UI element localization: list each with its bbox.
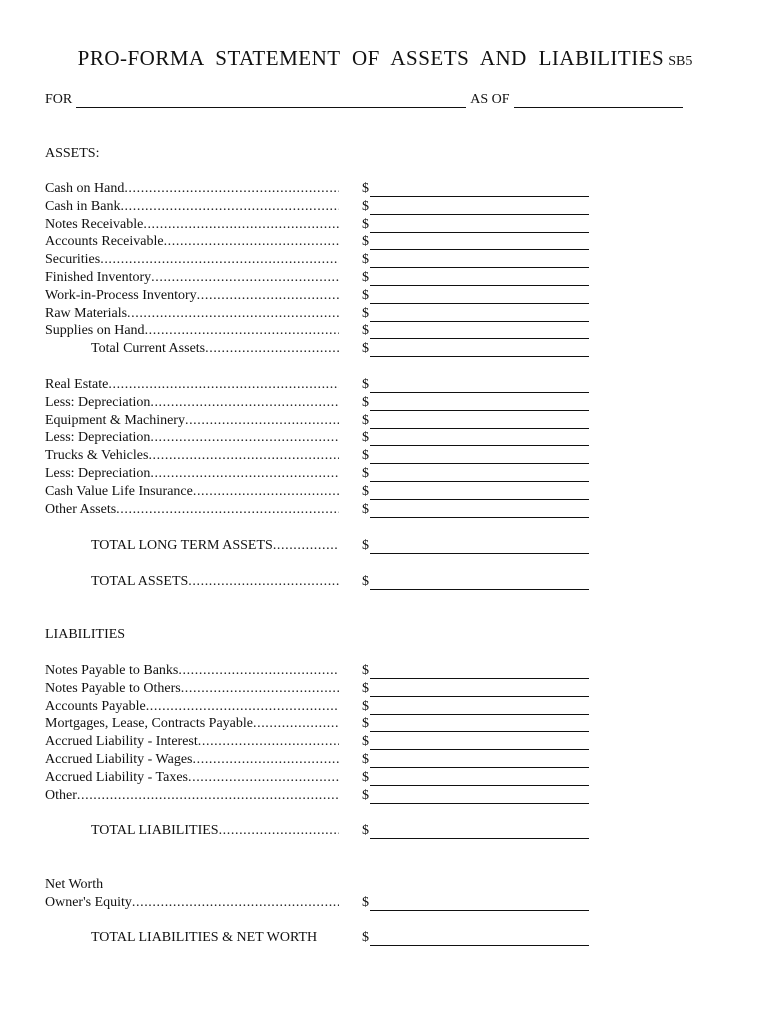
line-item-label: TOTAL LIABILITIES & NET WORTH (91, 930, 318, 945)
line-item-label: Notes Payable to Others ..... (45, 681, 339, 697)
line-item-label: Mortgages, Lease, Contracts Payable ..... (45, 716, 339, 732)
dollar-sign: $ (362, 930, 369, 945)
line-item-label: TOTAL LONG TERM ASSETS ..... (91, 538, 339, 554)
amount-entry (362, 199, 589, 215)
amount-entry (362, 681, 589, 697)
amount-field[interactable] (370, 467, 589, 482)
amount-field[interactable] (370, 700, 589, 715)
line-item (45, 663, 605, 681)
amount-field[interactable] (370, 735, 589, 750)
amount-entry (362, 377, 589, 393)
amount-field[interactable] (370, 771, 589, 786)
line-item-label: TOTAL ASSETS ..... (91, 574, 339, 590)
dollar-sign: $ (362, 217, 369, 232)
line-item (45, 716, 605, 734)
total-long-term-assets-row (45, 538, 605, 556)
amount-entry (362, 413, 589, 429)
line-item (45, 199, 605, 217)
amount-field[interactable] (370, 378, 589, 393)
line-item (45, 752, 605, 770)
amount-field[interactable] (370, 485, 589, 500)
dollar-sign: $ (362, 663, 369, 678)
amount-entry (362, 895, 589, 911)
amount-field[interactable] (370, 717, 589, 732)
line-item-label: Total Current Assets ..... (91, 341, 339, 357)
dollar-sign: $ (362, 788, 369, 803)
dollar-sign: $ (362, 448, 369, 463)
line-item-label: Accrued Liability - Interest ..... (45, 734, 339, 750)
amount-entry (362, 538, 589, 554)
amount-entry (362, 502, 589, 518)
dollar-sign: $ (362, 538, 369, 553)
amount-entry (362, 323, 589, 339)
dollar-sign: $ (362, 199, 369, 214)
dollar-sign: $ (362, 770, 369, 785)
amount-field[interactable] (370, 503, 589, 518)
dollar-sign: $ (362, 466, 369, 481)
line-item-label: Finished Inventory ..... (45, 270, 339, 286)
amount-field[interactable] (370, 307, 589, 322)
line-item (45, 430, 605, 448)
dollar-sign: $ (362, 823, 369, 838)
dollar-sign: $ (362, 252, 369, 267)
amount-field[interactable] (370, 539, 589, 554)
line-item-label: Less: Depreciation ..... (45, 466, 339, 482)
line-item-label: Accrued Liability - Taxes ..... (45, 770, 339, 786)
line-item-label: Accounts Payable ..... (45, 699, 339, 715)
amount-entry (362, 930, 589, 946)
dollar-sign: $ (362, 341, 369, 356)
amount-entry (362, 699, 589, 715)
dollar-sign: $ (362, 502, 369, 517)
dollar-sign: $ (362, 752, 369, 767)
for-field[interactable] (76, 95, 466, 108)
line-item (45, 466, 605, 484)
amount-field[interactable] (370, 753, 589, 768)
line-item-label: Real Estate ..... (45, 377, 339, 393)
line-item (45, 252, 605, 270)
dollar-sign: $ (362, 430, 369, 445)
amount-entry (362, 234, 589, 250)
total-liabilities-net-worth-row (45, 930, 605, 948)
line-item-label: Other Assets ..... (45, 502, 339, 518)
owners-equity-row (45, 895, 605, 913)
dollar-sign: $ (362, 377, 369, 392)
line-item (45, 448, 605, 466)
amount-entry (362, 341, 589, 357)
line-item (45, 234, 605, 252)
dollar-sign: $ (362, 181, 369, 196)
line-item-label: Less: Depreciation ..... (45, 395, 339, 411)
dollar-sign: $ (362, 395, 369, 410)
line-item-label: Trucks & Vehicles ..... (45, 448, 339, 464)
amount-field[interactable] (370, 289, 589, 304)
amount-entry (362, 466, 589, 482)
dollar-sign: $ (362, 306, 369, 321)
dollar-sign: $ (362, 716, 369, 731)
for-label: FOR (45, 92, 73, 107)
amount-field[interactable] (370, 414, 589, 429)
line-item (45, 734, 605, 752)
dollar-sign: $ (362, 699, 369, 714)
amount-entry (362, 484, 589, 500)
line-item-label: Equipment & Machinery ..... (45, 413, 339, 429)
dollar-sign: $ (362, 413, 369, 428)
amount-entry (362, 448, 589, 464)
line-item (45, 395, 605, 413)
line-item (45, 502, 605, 520)
line-item-label: TOTAL LIABILITIES ..... (91, 823, 339, 839)
amount-field[interactable] (370, 253, 589, 268)
amount-field[interactable] (370, 789, 589, 804)
for-as-of-line (45, 92, 683, 108)
dollar-sign: $ (362, 574, 369, 589)
amount-entry (362, 217, 589, 233)
line-item (45, 770, 605, 788)
line-item-label: Raw Materials ..... (45, 306, 339, 322)
line-item-label: Less: Depreciation ..... (45, 430, 339, 446)
as-of-field[interactable] (514, 95, 683, 108)
net-worth-heading: Net Worth (45, 877, 104, 892)
amount-entry (362, 734, 589, 750)
amount-field[interactable] (370, 682, 589, 697)
amount-field[interactable] (370, 271, 589, 286)
liabilities-heading: LIABILITIES (45, 627, 126, 642)
line-item (45, 699, 605, 717)
line-item (45, 288, 605, 306)
form-title (0, 46, 770, 71)
amount-field[interactable] (370, 182, 589, 197)
line-item-label: Notes Receivable ..... (45, 217, 339, 233)
amount-entry (362, 252, 589, 268)
assets-heading: ASSETS: (45, 146, 100, 161)
line-item-label: Cash on Hand ..... (45, 181, 339, 197)
line-item (45, 306, 605, 324)
form-title-text: PRO-FORMA STATEMENT OF ASSETS AND LIABILITIES (77, 46, 665, 70)
amount-entry (362, 574, 589, 590)
line-item (45, 413, 605, 431)
line-item-label: Supplies on Hand ..... (45, 323, 339, 339)
dollar-sign: $ (362, 323, 369, 338)
dollar-sign: $ (362, 288, 369, 303)
amount-field[interactable] (370, 218, 589, 233)
dollar-sign: $ (362, 484, 369, 499)
as-of-label: AS OF (470, 92, 510, 107)
amount-field[interactable] (370, 824, 589, 839)
line-item (45, 681, 605, 699)
dollar-sign: $ (362, 681, 369, 696)
line-item (45, 270, 605, 288)
amount-field[interactable] (370, 200, 589, 215)
amount-field[interactable] (370, 235, 589, 250)
amount-field[interactable] (370, 396, 589, 411)
dollar-sign: $ (362, 234, 369, 249)
line-item (45, 377, 605, 395)
amount-field[interactable] (370, 342, 589, 357)
form-code: SB5 (668, 54, 693, 69)
total-assets-row (45, 574, 605, 592)
line-item (45, 788, 605, 806)
amount-entry (362, 752, 589, 768)
line-item-label: Accounts Receivable ..... (45, 234, 339, 250)
amount-field[interactable] (370, 324, 589, 339)
dollar-sign: $ (362, 734, 369, 749)
line-item (45, 181, 605, 199)
amount-entry (362, 270, 589, 286)
amount-field[interactable] (370, 449, 589, 464)
amount-entry (362, 181, 589, 197)
total-liabilities-row (45, 823, 605, 841)
dollar-sign: $ (362, 895, 369, 910)
amount-entry (362, 306, 589, 322)
line-item-label: Notes Payable to Banks ..... (45, 663, 339, 679)
line-item (45, 484, 605, 502)
line-item (45, 217, 605, 235)
line-item-label: Securities ..... (45, 252, 339, 268)
line-item-label: Accrued Liability - Wages ..... (45, 752, 339, 768)
amount-entry (362, 663, 589, 679)
amount-field[interactable] (370, 664, 589, 679)
amount-entry (362, 395, 589, 411)
amount-entry (362, 716, 589, 732)
amount-entry (362, 430, 589, 446)
amount-entry (362, 288, 589, 304)
line-item-label: Other ..... (45, 788, 339, 804)
line-item-label: Work-in-Process Inventory ..... (45, 288, 339, 304)
total-current-assets-row (45, 341, 605, 359)
amount-field[interactable] (370, 896, 589, 911)
amount-entry (362, 788, 589, 804)
amount-field[interactable] (370, 431, 589, 446)
line-item-label: Cash Value Life Insurance ..... (45, 484, 339, 500)
line-item-label: Cash in Bank ..... (45, 199, 339, 215)
amount-field[interactable] (370, 575, 589, 590)
amount-entry (362, 823, 589, 839)
amount-field[interactable] (370, 931, 589, 946)
dollar-sign: $ (362, 270, 369, 285)
amount-entry (362, 770, 589, 786)
line-item-label: Owner's Equity ..... (45, 895, 339, 911)
line-item (45, 323, 605, 341)
